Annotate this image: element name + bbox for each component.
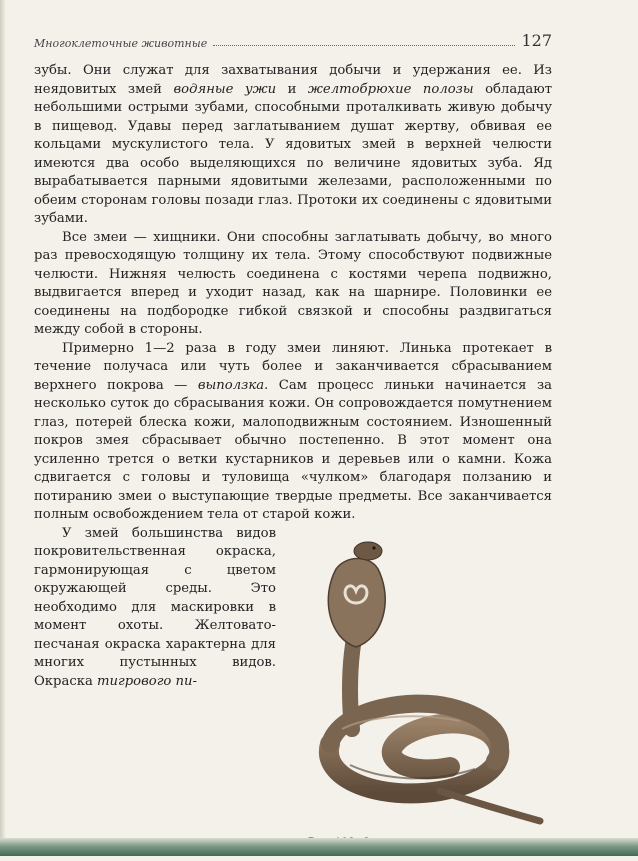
header-leader-dots [213, 45, 515, 46]
page-header [34, 28, 552, 50]
term-yellow-bellied-racers: желтобрюхие полозы [307, 81, 474, 97]
book-edge-strip [0, 838, 638, 856]
term-shed-skin: выползка. [197, 377, 269, 393]
paragraph-3: Примерно 1—2 раза в году змеи линяют. Линька протекает в течение получаса или чуть более и заканчивается сбрасыванием верхнего покрова — выползка. Сам процесс линьки начинается за несколько суток до сбрасывания кожи. Он сопровождается помутнением глаз, потерей блеска кожи, малоподвижным состоянием. Изношенный покров змея сбрасывает обычно постепенно. В этот момент она усиленно трется о ветки кустарников и деревьев или о камни. Кожа сдвигается с головы и туловища «чулком» благодаря ползанию и потиранию змеи о выступающие твердые предметы. Все заканчивается полным освобождением тела от старой кожи. [34, 340, 553, 522]
term-tiger-python: тигрового пи- [97, 673, 197, 689]
term-water-snakes: водяные ужи [173, 81, 277, 97]
figure-cobra [290, 529, 552, 859]
page-edge-shadow [0, 0, 6, 856]
running-head: Многоклеточные животные [34, 37, 208, 50]
paragraph-1: зубы. Они служат для захватывания добычи и удержания ее. Из неядовитых змей водяные ужи и желтобрюхие полозы обладают небольшими острыми зубами, способными проталкивать живую добычу в пищевод. Удавы перед заглатыванием душат жертву, обвивая ее кольцами мускулистого тела. У ядовитых змей в верхней челюсти имеются два особо выделяющихся по величине ядовитых зуба. Яд вырабатывается парными ядовитыми железами, расположенными по обеим сторонам головы позади глаз. Протоки их соединены с ядовитыми зубами. [34, 63, 553, 226]
cobra-illustration-icon [290, 529, 552, 829]
page-body [34, 62, 552, 861]
page-number: 127 [521, 31, 552, 50]
paragraph-2: Все змеи — хищники. Они способны заглатывать добычу, во много раз превосходящую толщину их тела. Этому способствуют подвижные челюсти. Нижняя челюсть соединена с костями черепа подвижно, выдвигается вперед и уходит назад, как на шарнире. Половинки ее соединены на подбородке гибкой связкой и способны раздвигаться между собой в стороны. [34, 229, 552, 337]
paragraph-4: У змей большинства видов покровительственная окраска, гармонирующая с цветом окружающей среды. Это необходимо для маскировки в момент охоты. Желтовато-песчаная окраска характерна для многих пустынных видов. Окраска тигрового пи- [34, 525, 276, 689]
